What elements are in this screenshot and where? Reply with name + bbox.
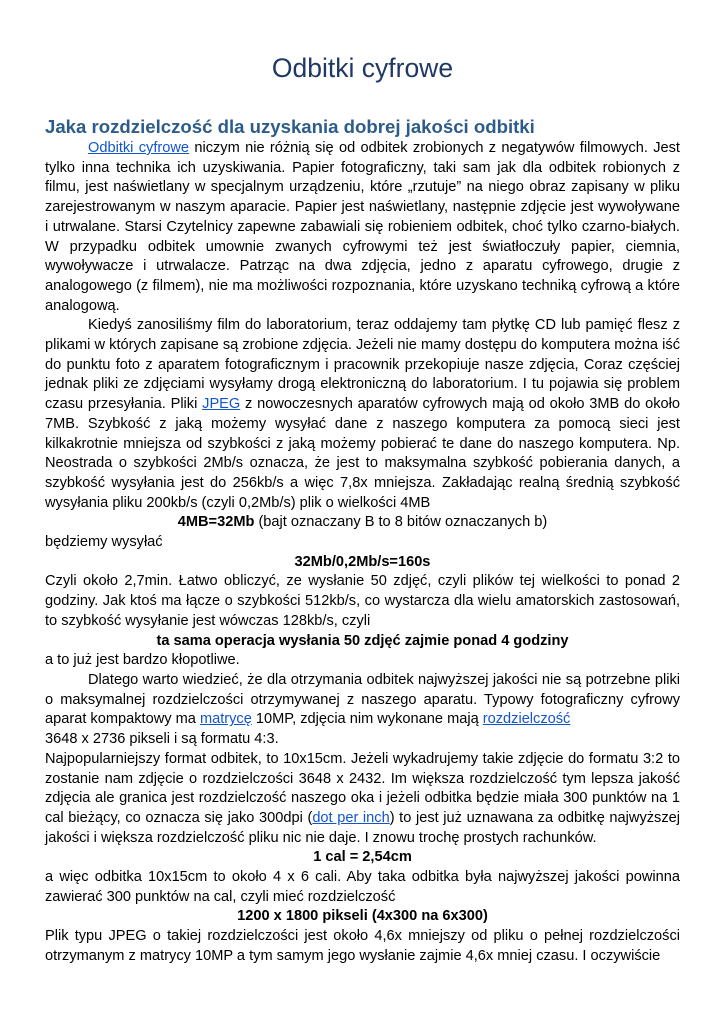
link-dot-per-inch[interactable]: dot per inch — [312, 809, 390, 826]
paragraph-text: a więc odbitka 10x15cm to około 4 x 6 cali. Aby taka odbitka była najwyższej jakości powinna zawierać 300 punktów na cal, czyli mieć rozdzielczość — [45, 869, 680, 905]
section-heading: Jaka rozdzielczość dla uzyskania dobrej jakości odbitki — [45, 116, 535, 137]
formula-bold: 4MB=32Mb — [177, 514, 255, 531]
paragraph-text: Plik typu JPEG o takiej rozdzielczości jest około 4,6x mniejszy od pliku o pełnej rozdzielczości otrzymanym z matrycy 10MP a tym samym jego wysłanie zajmie 4,6x mniej czasu. I oczywiście — [45, 928, 680, 964]
formula-pixels: 1200 x 1800 pikseli (4x300 na 6x300) — [237, 908, 488, 925]
paragraph-text: będziemy wysyłać — [45, 534, 163, 551]
paragraph-text: Kiedyś zanosiliśmy film do laboratorium, teraz oddajemy tam płytkę CD lub pamięć flesz z plikami w których zapisane są zrobione zdjęcia. Jeżeli nie mamy dostępu do komputera można iść do punktu foto z aparatem fotograficznym i pracownik przekopiuje nasze zdjęcia, Coraz częściej jednak pliki ze zdjęciami wysyłamy drogą elektroniczną do laboratorium. I tu pojawia się problem czasu przesyłania. Pliki — [45, 317, 680, 413]
formula-inch: 1 cal = 2,54cm — [313, 849, 412, 866]
paragraph-text: Czyli około 2,7min. Łatwo obliczyć, ze wysłanie 50 zdjęć, czyli plików tej wielkości to ponad 2 godziny. Jak ktoś ma łącze o szybkości 512kb/s, co wystarcza dla wielu amatorskich zastosowań, to szybkość wysyłanie jest wówczas 128kb/s, czyli — [45, 573, 680, 629]
formula-time: 32Mb/0,2Mb/s=160s — [294, 553, 431, 570]
link-rozdzielczosc[interactable]: rozdzielczość — [482, 711, 571, 728]
paragraph-text: Dlatego warto wiedzieć, że dla otrzymania odbitek najwyższej jakości nie są potrzebne pliki o maksymalnej rozdzielczości otrzymywanej z naszego aparatu. Typowy fotograficzny cyfrowy aparat kompaktowy ma — [45, 671, 680, 728]
paragraph-text: ) to jest już uznawana za odbitkę najwyższej jakości i większa rozdzielczość pliku nic nie daje. I znowu trochę prostych rachunków. — [45, 809, 680, 846]
link-odbitki-cyfrowe[interactable]: Odbitki cyfrowe — [88, 140, 190, 156]
page-title: Odbitki cyfrowe — [271, 53, 454, 83]
paragraph-text: 10MP, zdjęcia nim wykonane mają — [251, 711, 483, 728]
link-jpeg[interactable]: JPEG — [202, 396, 241, 413]
formula-note: (bajt oznaczany B to 8 bitów oznaczanych b) — [254, 514, 548, 531]
paragraph-text: niczym nie różnią się od odbitek zrobionych z negatywów filmowych. Jest tylko inna technika ich uzyskiwania. Papier fotograficzny, taki sam jak dla odbitek robionych z filmu, jest naświetlany w specjalnym urządzeniu, które „rzutuje” na niego obraz zapisany w pliku zarejestrowanym w naszym aparacie. Papier jest naświetlany, następnie zdjęcie jest wywoływane i utrwalane. Starsi Czytelnicy zapewne zabawiali się robieniem odbitek, choć tylko czarno-białych. W przypadku odbitek umownie zwanych cyfrowymi też jest światłoczuły papier, ciemnia, wywoływacze i utrwalacze. Patrząc na dwa zdjęcia, jedno z aparatu cyfrowego, drugie z analogowego (z filmem), nie ma możliwości rozpoznania, które uzyskano techniką cyfrową a które analogową. — [45, 140, 680, 314]
paragraph-resolution — [45, 671, 680, 750]
paragraph-format — [45, 750, 680, 849]
paragraph-upload — [45, 316, 680, 513]
document-body — [45, 139, 680, 967]
paragraph-text: 3648 x 2736 pikseli i są formatu 4:3. — [45, 731, 279, 748]
formula-conclusion: ta sama operacja wysłania 50 zdjęć zajmie ponad 4 godziny — [156, 632, 569, 649]
paragraph-text: Najpopularniejszy format odbitek, to 10x15cm. Jeżeli wykadrujemy takie zdjęcie do formatu 3:2 to zostanie nam zdjęcie o rozdzielczości 3648 x 2432. Im większa rozdzielczość tym lepsza jakość zdjęcia ale granica jest rozdzielczość naszego oka i jeżeli odbitka będzie miała 300 punktów na 1 cal bieżący, co oznacza się jako 300dpi ( — [45, 750, 680, 826]
formula-file-size — [45, 513, 680, 533]
paragraph-text: a to już jest bardzo kłopotliwe. — [45, 652, 240, 669]
paragraph-intro — [45, 139, 680, 316]
paragraph-text: z nowoczesnych aparatów cyfrowych mają od około 3MB do około 7MB. Szybkość z jaką możemy wysyłać dane z naszego komputera za pomocą sieci jest kilkakrotnie mniejsza od szybkości z jaką możemy pobierać te dane do naszego komputera. Np. Neostrada o szybkości 2Mb/s oznacza, że jest to maksymalna szybkość pobierania danych, a szybkość wysyłania jest do 256kb/s a więc 7,8x mniejsza. Zakładając realną średnią szybkość wysyłania pliku 200kb/s (czyli 0,2Mb/s) plik o wielkości 4MB — [45, 396, 680, 511]
link-matryca[interactable]: matrycę — [199, 711, 252, 728]
